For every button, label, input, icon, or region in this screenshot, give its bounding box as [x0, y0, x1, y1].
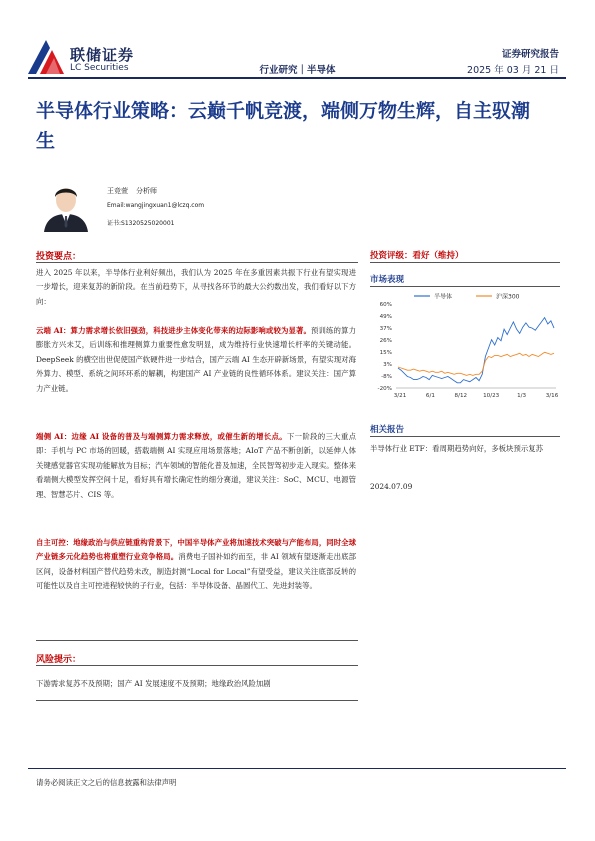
x-tick-label: 10/23: [483, 393, 500, 399]
y-tick-label: 26%: [379, 338, 392, 344]
analyst-role: 分析师: [136, 187, 157, 195]
edge-ai-body: 下一阶段的三大重点即：手机与 PC 市场的回暖，搭载端侧 AI 实现应用场景落地；AIoT 产品不断创新，以延伸人体关键感觉器官实现功能解放为目标；汽车领域的智能化普及加速，全民智驾初步走入现实。整体来看端侧大模型发挥空间十足，看好具有增长确定性的细分赛道，建议关注：SoC、MCU、电源管理、智慧芯片、CIS 等。: [36, 432, 356, 499]
investment-points-heading: 投资要点：: [36, 252, 82, 262]
cloud-ai-lead: 云端 AI：算力需求增长依旧强劲，科技进步主体变化带来的边际影响或较为显著。: [36, 326, 312, 335]
rating-divider: [370, 262, 560, 263]
analyst-certificate: 证书:S1320525020001: [107, 220, 175, 227]
risk-top-divider: [36, 640, 358, 641]
self-reliance-lead: 自主可控：地缘政治与供应链重构背景下，中国半导体产业将加速技术突破与产能布局，同时全球产业链多元化趋势也将重塑行业竞争格局。: [36, 538, 356, 562]
series-line: [398, 318, 554, 383]
y-tick-label: 60%: [379, 302, 392, 308]
market-heading: 市场表现: [370, 275, 405, 285]
risk-bottom-divider: [36, 700, 358, 701]
risk-body: 下游需求复苏不及预期；国产 AI 发展速度不及预期；地缘政治风险加剧: [36, 679, 271, 688]
self-reliance-paragraph: [36, 536, 356, 594]
footer-divider: [28, 768, 566, 769]
cloud-ai-paragraph: [36, 324, 356, 396]
related-heading: 相关报告: [370, 425, 405, 435]
rating-label: 投资评级：看好（维持）: [370, 251, 464, 261]
y-tick-label: 3%: [383, 362, 392, 368]
analyst-avatar: [40, 180, 92, 232]
legend-label: 半导体: [434, 293, 453, 301]
related-report-title[interactable]: 半导体行业 ETF：看周期趋势向好，多板块预示复苏: [370, 444, 544, 453]
legend-label: 沪深300: [496, 293, 520, 301]
series-line: [398, 352, 554, 375]
risk-heading: 风险提示：: [36, 655, 82, 665]
analyst-line: [107, 186, 157, 196]
x-tick-label: 8/12: [454, 393, 468, 399]
page-title: 半导体行业策略：云巅千帆竞渡，端侧万物生辉，自主驭潮生: [36, 100, 531, 152]
self-reliance-body: 消费电子国补如约而至，非 AI 领域有望逐渐走出底部区间，设备材料国产替代趋势未改，制造封测“Local for Local”有望受益，建议关注底部反转的可能性以及自主可控进程较快的子行业，包括：半导体设备、晶圆代工、先进封装等。: [36, 552, 356, 591]
edge-ai-paragraph: [36, 430, 356, 502]
related-divider: [370, 436, 560, 437]
x-tick-label: 3/16: [545, 393, 559, 399]
y-tick-label: -20%: [377, 386, 392, 392]
market-divider: [370, 286, 560, 287]
report-date: 2025 年 03 月 21 日: [467, 65, 559, 76]
market-performance-chart: [366, 288, 562, 406]
x-tick-label: 3/21: [393, 393, 407, 399]
intro-paragraph: 进入 2025 年以来，半导体行业利好频出，我们认为 2025 年在多重因素共振下行业有望实现进一步增长，迎来复苏的新阶段。在当前趋势下，从寻找各环节的最大公约数出发，我们看好以下方向：: [36, 268, 356, 306]
related-report-date: 2024.07.09: [370, 482, 413, 491]
cloud-ai-body: 预训练的算力膨胀方兴未艾，后训练和推理侧算力重要性愈发明显，成为维持行业快速增长杆率的关键动能。DeepSeek 的横空出世促使国产软硬件进一步结合，国产云端 AI 生态开辟新场景，有望实现对海外算力、模型、系统之间环环系的解耦，构建国产 AI 产业链的良性循环体系。建议关注：国产算力产业链。: [36, 326, 356, 393]
x-tick-label: 6/1: [425, 393, 435, 399]
analyst-name: 王竞萱: [107, 187, 128, 195]
footer-disclaimer: 请务必阅读正文之后的信息披露和法律声明: [36, 778, 177, 787]
edge-ai-lead: 端侧 AI：边缘 AI 设备的普及与端侧算力需求释放，或催生新的增长点。: [36, 432, 287, 441]
y-tick-label: 37%: [379, 326, 392, 332]
analyst-email[interactable]: Email:wangjingxuan1@lczq.com: [107, 202, 205, 209]
x-tick-label: 1/3: [517, 393, 527, 399]
investment-points-divider: [36, 262, 358, 263]
brand-name-en: LC Securities: [70, 63, 129, 73]
header-divider: [28, 77, 566, 79]
y-tick-label: 15%: [379, 350, 392, 356]
report-type: 证券研究报告: [501, 49, 559, 60]
risk-divider: [36, 665, 358, 666]
y-tick-label: -8%: [381, 374, 392, 380]
y-tick-label: 49%: [379, 314, 392, 320]
report-category: 行业研究｜半导体: [259, 65, 336, 76]
brand-name-cn: 联储证券: [70, 46, 135, 64]
